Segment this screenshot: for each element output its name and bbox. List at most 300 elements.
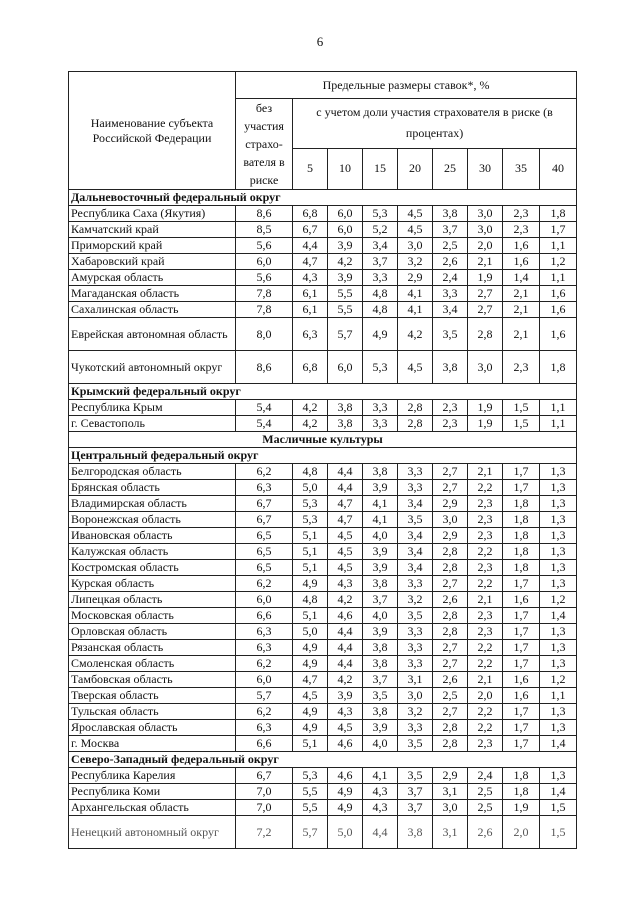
rate-with-participation: 5,7: [293, 816, 328, 849]
rate-without-participation: 8,6: [236, 351, 293, 384]
region-name: Смоленская область: [69, 656, 236, 672]
rate-with-participation: 5,1: [293, 528, 328, 544]
table-row: [69, 592, 577, 608]
rate-without-participation: 8,6: [236, 206, 293, 222]
rate-with-participation: 2,5: [433, 688, 468, 704]
rate-with-participation: 2,7: [468, 286, 503, 302]
rate-with-participation: 1,2: [540, 672, 577, 688]
rate-with-participation: 2,2: [468, 576, 503, 592]
rate-with-participation: 5,0: [293, 624, 328, 640]
rate-with-participation: 5,3: [293, 768, 328, 784]
rate-with-participation: 2,3: [468, 560, 503, 576]
rate-with-participation: 2,9: [433, 496, 468, 512]
rate-with-participation: 3,5: [398, 736, 433, 752]
rate-with-participation: 3,3: [433, 286, 468, 302]
rate-with-participation: 1,6: [503, 592, 540, 608]
rate-with-participation: 2,0: [468, 688, 503, 704]
rate-with-participation: 3,5: [398, 512, 433, 528]
rate-with-participation: 1,8: [540, 206, 577, 222]
table-row: [69, 270, 577, 286]
rate-with-participation: 3,5: [363, 688, 398, 704]
rate-with-participation: 1,6: [503, 672, 540, 688]
rate-with-participation: 3,0: [398, 238, 433, 254]
rate-with-participation: 2,2: [468, 656, 503, 672]
rate-with-participation: 2,7: [468, 302, 503, 318]
rate-with-participation: 6,1: [293, 302, 328, 318]
rate-with-participation: 1,4: [540, 736, 577, 752]
rate-without-participation: 7,8: [236, 286, 293, 302]
rate-with-participation: 1,6: [503, 238, 540, 254]
rate-with-participation: 1,5: [503, 416, 540, 432]
rate-without-participation: 6,5: [236, 544, 293, 560]
rate-with-participation: 2,8: [398, 416, 433, 432]
rate-with-participation: 2,2: [468, 640, 503, 656]
rate-with-participation: 5,3: [293, 512, 328, 528]
region-name: Владимирская область: [69, 496, 236, 512]
region-name: Магаданская область: [69, 286, 236, 302]
rate-with-participation: 2,6: [468, 816, 503, 849]
rate-with-participation: 1,3: [540, 656, 577, 672]
rate-with-participation: 5,2: [363, 222, 398, 238]
rate-with-participation: 6,0: [328, 222, 363, 238]
rate-with-participation: 1,4: [540, 784, 577, 800]
rate-with-participation: 1,7: [503, 608, 540, 624]
rate-with-participation: 5,3: [363, 206, 398, 222]
rate-with-participation: 2,8: [433, 608, 468, 624]
table-row: [69, 400, 577, 416]
rate-with-participation: 2,3: [433, 416, 468, 432]
rate-with-participation: 2,1: [468, 254, 503, 270]
rate-with-participation: 3,3: [363, 416, 398, 432]
rate-with-participation: 3,8: [398, 816, 433, 849]
rate-without-participation: 6,5: [236, 560, 293, 576]
rate-with-participation: 1,3: [540, 720, 577, 736]
rate-with-participation: 1,7: [503, 656, 540, 672]
region-name: Республика Коми: [69, 784, 236, 800]
rate-without-participation: 6,3: [236, 720, 293, 736]
rate-with-participation: 3,3: [398, 720, 433, 736]
rate-without-participation: 6,3: [236, 480, 293, 496]
rate-with-participation: 4,1: [398, 302, 433, 318]
region-name: Калужская область: [69, 544, 236, 560]
rate-with-participation: 3,8: [363, 464, 398, 480]
rate-without-participation: 6,7: [236, 496, 293, 512]
rate-with-participation: 2,2: [468, 480, 503, 496]
rate-with-participation: 2,7: [433, 656, 468, 672]
rate-with-participation: 4,2: [293, 416, 328, 432]
rate-with-participation: 4,2: [328, 592, 363, 608]
region-name: Республика Саха (Якутия): [69, 206, 236, 222]
rate-with-participation: 5,5: [293, 784, 328, 800]
rate-with-participation: 4,4: [328, 480, 363, 496]
rate-with-participation: 3,2: [398, 254, 433, 270]
rate-with-participation: 2,7: [433, 464, 468, 480]
rate-with-participation: 2,8: [433, 544, 468, 560]
rate-with-participation: 3,8: [363, 640, 398, 656]
rate-with-participation: 2,2: [468, 720, 503, 736]
rate-with-participation: 3,2: [398, 592, 433, 608]
rate-with-participation: 2,3: [503, 351, 540, 384]
rate-with-participation: 2,1: [503, 286, 540, 302]
rate-with-participation: 1,7: [540, 222, 577, 238]
rate-with-participation: 3,3: [398, 464, 433, 480]
rate-with-participation: 3,9: [328, 238, 363, 254]
section-title: Северо-Западный федеральный округ: [69, 752, 577, 768]
region-name: г. Севастополь: [69, 416, 236, 432]
rate-with-participation: 5,1: [293, 544, 328, 560]
rate-with-participation: 3,0: [468, 206, 503, 222]
rate-with-participation: 2,1: [468, 464, 503, 480]
rate-with-participation: 1,7: [503, 704, 540, 720]
rate-with-participation: 2,5: [433, 238, 468, 254]
rate-with-participation: 4,4: [328, 464, 363, 480]
rate-with-participation: 4,0: [363, 608, 398, 624]
table-row: [69, 560, 577, 576]
rate-with-participation: 3,7: [433, 222, 468, 238]
rate-with-participation: 3,5: [433, 318, 468, 351]
rate-with-participation: 4,9: [328, 784, 363, 800]
rate-with-participation: 1,3: [540, 544, 577, 560]
rate-with-participation: 2,5: [468, 800, 503, 816]
rate-with-participation: 1,7: [503, 576, 540, 592]
rate-with-participation: 5,1: [293, 736, 328, 752]
table-row: [69, 254, 577, 270]
rate-with-participation: 1,3: [540, 480, 577, 496]
table-row: [69, 640, 577, 656]
rate-with-participation: 4,5: [328, 544, 363, 560]
rate-without-participation: 6,0: [236, 672, 293, 688]
rate-limits-header: Предельные размеры ставок*, %: [236, 72, 577, 99]
rate-with-participation: 3,7: [363, 254, 398, 270]
rate-with-participation: 1,7: [503, 720, 540, 736]
rate-without-participation: 7,0: [236, 784, 293, 800]
rate-with-participation: 3,0: [433, 512, 468, 528]
rate-with-participation: 2,8: [433, 560, 468, 576]
rate-with-participation: 4,3: [293, 270, 328, 286]
rate-with-participation: 3,4: [363, 238, 398, 254]
region-name: Еврейская автономная область: [69, 318, 236, 351]
rate-with-participation: 3,3: [398, 576, 433, 592]
section-row: [69, 448, 577, 464]
rate-with-participation: 1,1: [540, 270, 577, 286]
rate-with-participation: 3,3: [398, 480, 433, 496]
rate-with-participation: 4,3: [363, 800, 398, 816]
rate-with-participation: 1,8: [503, 528, 540, 544]
rate-with-participation: 4,6: [328, 736, 363, 752]
rate-with-participation: 4,4: [363, 816, 398, 849]
section-row: [69, 190, 577, 206]
rate-with-participation: 2,3: [468, 608, 503, 624]
rate-with-participation: 5,5: [328, 302, 363, 318]
rate-with-participation: 2,4: [468, 768, 503, 784]
rate-without-participation: 6,0: [236, 592, 293, 608]
rate-without-participation: 6,2: [236, 464, 293, 480]
rate-with-participation: 2,3: [468, 736, 503, 752]
rate-with-participation: 3,8: [363, 704, 398, 720]
rate-with-participation: 6,1: [293, 286, 328, 302]
rate-without-participation: 7,2: [236, 816, 293, 849]
section-row: [69, 384, 577, 400]
table-row: [69, 736, 577, 752]
rate-with-participation: 1,3: [540, 528, 577, 544]
rate-with-participation: 4,9: [328, 800, 363, 816]
rate-with-participation: 2,8: [433, 720, 468, 736]
rate-with-participation: 3,0: [433, 800, 468, 816]
table-row: [69, 576, 577, 592]
rate-with-participation: 1,7: [503, 640, 540, 656]
rate-with-participation: 2,8: [433, 736, 468, 752]
region-name: Тульская область: [69, 704, 236, 720]
rate-with-participation: 1,7: [503, 480, 540, 496]
rate-with-participation: 4,5: [398, 206, 433, 222]
rate-with-participation: 4,9: [293, 640, 328, 656]
region-name: Республика Карелия: [69, 768, 236, 784]
rate-with-participation: 5,3: [363, 351, 398, 384]
rate-with-participation: 3,1: [433, 816, 468, 849]
table-row: [69, 351, 577, 384]
rate-with-participation: 6,8: [293, 351, 328, 384]
table-row: [69, 816, 577, 849]
rate-with-participation: 3,8: [433, 351, 468, 384]
region-name: Орловская область: [69, 624, 236, 640]
table-row: [69, 544, 577, 560]
rate-with-participation: 2,3: [503, 206, 540, 222]
rate-with-participation: 4,3: [363, 784, 398, 800]
rate-with-participation: 6,3: [293, 318, 328, 351]
rate-with-participation: 1,3: [540, 624, 577, 640]
rate-with-participation: 2,1: [503, 318, 540, 351]
rate-with-participation: 6,8: [293, 206, 328, 222]
table-row: [69, 496, 577, 512]
table-row: [69, 222, 577, 238]
rate-with-participation: 1,3: [540, 768, 577, 784]
rates-table: [68, 71, 577, 849]
rate-with-participation: 3,4: [398, 544, 433, 560]
rate-without-participation: 6,3: [236, 640, 293, 656]
rate-with-participation: 4,8: [293, 464, 328, 480]
rate-with-participation: 1,4: [503, 270, 540, 286]
rate-with-participation: 4,8: [293, 592, 328, 608]
rate-with-participation: 2,8: [398, 400, 433, 416]
table-row: [69, 318, 577, 351]
region-name: Рязанская область: [69, 640, 236, 656]
rate-with-participation: 3,8: [363, 576, 398, 592]
section-row: [69, 752, 577, 768]
rate-with-participation: 3,9: [363, 624, 398, 640]
rate-without-participation: 5,6: [236, 238, 293, 254]
pct-column-header: 30: [468, 148, 503, 189]
table-row: [69, 656, 577, 672]
rate-with-participation: 3,9: [363, 720, 398, 736]
rate-with-participation: 5,5: [328, 286, 363, 302]
table-row: [69, 512, 577, 528]
region-name: Воронежская область: [69, 512, 236, 528]
rate-with-participation: 2,9: [433, 768, 468, 784]
rate-with-participation: 1,3: [540, 464, 577, 480]
without-participation-header: без участия страхо-вателя в риске: [236, 99, 293, 190]
rate-with-participation: 1,9: [468, 416, 503, 432]
rate-with-participation: 6,7: [293, 222, 328, 238]
rate-with-participation: 4,9: [293, 656, 328, 672]
rate-with-participation: 4,7: [293, 672, 328, 688]
table-row: [69, 800, 577, 816]
rate-with-participation: 1,3: [540, 496, 577, 512]
rate-with-participation: 5,3: [293, 496, 328, 512]
region-name: Ненецкий автономный округ: [69, 816, 236, 849]
table-row: [69, 464, 577, 480]
rate-with-participation: 4,6: [328, 608, 363, 624]
rate-with-participation: 2,3: [468, 512, 503, 528]
pct-column-header: 10: [328, 148, 363, 189]
rate-without-participation: 8,0: [236, 318, 293, 351]
region-name: Амурская область: [69, 270, 236, 286]
rate-with-participation: 3,3: [363, 400, 398, 416]
rate-with-participation: 2,7: [433, 576, 468, 592]
rate-without-participation: 7,0: [236, 800, 293, 816]
region-name: Архангельская область: [69, 800, 236, 816]
pct-column-header: 15: [363, 148, 398, 189]
rate-with-participation: 3,7: [398, 800, 433, 816]
region-name: Сахалинская область: [69, 302, 236, 318]
region-name: Ивановская область: [69, 528, 236, 544]
rate-with-participation: 2,3: [503, 222, 540, 238]
rate-with-participation: 2,5: [468, 784, 503, 800]
rate-with-participation: 3,1: [398, 672, 433, 688]
rate-with-participation: 3,9: [363, 544, 398, 560]
rate-with-participation: 5,0: [293, 480, 328, 496]
rate-with-participation: 2,4: [433, 270, 468, 286]
section-title: Крымский федеральный округ: [69, 384, 577, 400]
rate-with-participation: 4,4: [328, 640, 363, 656]
table-row: [69, 206, 577, 222]
rate-with-participation: 1,6: [540, 302, 577, 318]
region-name: Приморский край: [69, 238, 236, 254]
rate-with-participation: 2,6: [433, 672, 468, 688]
rate-with-participation: 2,2: [468, 704, 503, 720]
region-name: Московская область: [69, 608, 236, 624]
region-column-header: Наименование субъекта Российской Федерации: [69, 72, 236, 190]
rate-with-participation: 3,4: [433, 302, 468, 318]
rate-with-participation: 4,3: [328, 576, 363, 592]
rate-with-participation: 4,1: [363, 496, 398, 512]
rate-with-participation: 3,3: [398, 656, 433, 672]
rate-with-participation: 4,2: [398, 318, 433, 351]
rate-with-participation: 3,3: [398, 624, 433, 640]
rate-with-participation: 2,2: [468, 544, 503, 560]
rate-without-participation: 6,0: [236, 254, 293, 270]
rate-without-participation: 5,4: [236, 400, 293, 416]
rate-with-participation: 4,8: [363, 302, 398, 318]
table-row: [69, 768, 577, 784]
rate-with-participation: 3,2: [398, 704, 433, 720]
rate-with-participation: 4,1: [363, 768, 398, 784]
rate-with-participation: 1,1: [540, 688, 577, 704]
region-name: Брянская область: [69, 480, 236, 496]
table-row: [69, 624, 577, 640]
rate-with-participation: 1,3: [540, 512, 577, 528]
rate-with-participation: 1,3: [540, 640, 577, 656]
rate-with-participation: 1,5: [540, 800, 577, 816]
region-name: Республика Крым: [69, 400, 236, 416]
rate-with-participation: 1,3: [540, 704, 577, 720]
region-name: Курская область: [69, 576, 236, 592]
table-row: [69, 302, 577, 318]
rate-with-participation: 4,2: [328, 672, 363, 688]
rate-with-participation: 1,1: [540, 238, 577, 254]
rate-with-participation: 4,0: [363, 736, 398, 752]
rate-with-participation: 1,8: [503, 496, 540, 512]
rate-with-participation: 4,5: [398, 222, 433, 238]
rate-with-participation: 1,8: [540, 351, 577, 384]
rate-with-participation: 1,5: [540, 816, 577, 849]
rate-without-participation: 6,6: [236, 608, 293, 624]
rate-without-participation: 5,6: [236, 270, 293, 286]
rate-with-participation: 1,8: [503, 512, 540, 528]
table-row: [69, 480, 577, 496]
pct-column-header: 20: [398, 148, 433, 189]
region-name: Липецкая область: [69, 592, 236, 608]
rate-with-participation: 3,5: [398, 768, 433, 784]
rate-with-participation: 4,8: [363, 286, 398, 302]
rate-with-participation: 3,8: [328, 416, 363, 432]
rate-without-participation: 6,5: [236, 528, 293, 544]
rate-with-participation: 4,7: [328, 496, 363, 512]
rate-with-participation: 4,6: [328, 768, 363, 784]
rate-with-participation: 2,1: [503, 302, 540, 318]
rate-with-participation: 2,3: [433, 400, 468, 416]
section-title: Масличные культуры: [69, 432, 577, 448]
table-row: [69, 416, 577, 432]
rate-with-participation: 2,7: [433, 480, 468, 496]
rate-without-participation: 5,7: [236, 688, 293, 704]
rate-with-participation: 3,3: [363, 270, 398, 286]
rate-with-participation: 4,1: [398, 286, 433, 302]
rate-with-participation: 2,3: [468, 496, 503, 512]
pct-column-header: 35: [503, 148, 540, 189]
rate-with-participation: 5,5: [293, 800, 328, 816]
table-row: [69, 286, 577, 302]
rate-with-participation: 4,4: [328, 656, 363, 672]
rate-with-participation: 2,0: [503, 816, 540, 849]
section-title: Дальневосточный федеральный округ: [69, 190, 577, 206]
table-row: [69, 608, 577, 624]
rate-with-participation: 3,1: [433, 784, 468, 800]
rate-with-participation: 3,7: [363, 592, 398, 608]
region-name: Тверская область: [69, 688, 236, 704]
rate-with-participation: 3,7: [363, 672, 398, 688]
rate-with-participation: 3,0: [468, 222, 503, 238]
pct-column-header: 25: [433, 148, 468, 189]
rate-with-participation: 2,8: [468, 318, 503, 351]
rate-with-participation: 1,5: [503, 400, 540, 416]
rate-with-participation: 1,7: [503, 464, 540, 480]
rate-with-participation: 3,9: [363, 560, 398, 576]
rate-with-participation: 1,6: [540, 286, 577, 302]
region-name: Костромская область: [69, 560, 236, 576]
rate-with-participation: 6,0: [328, 206, 363, 222]
rate-with-participation: 1,6: [503, 688, 540, 704]
rate-with-participation: 3,8: [363, 656, 398, 672]
rate-with-participation: 1,7: [503, 624, 540, 640]
rate-without-participation: 7,8: [236, 302, 293, 318]
region-name: Хабаровский край: [69, 254, 236, 270]
rate-with-participation: 2,7: [433, 704, 468, 720]
table-row: [69, 672, 577, 688]
rate-with-participation: 1,3: [540, 576, 577, 592]
rate-with-participation: 1,6: [540, 318, 577, 351]
table-row: [69, 704, 577, 720]
rate-with-participation: 3,9: [363, 480, 398, 496]
